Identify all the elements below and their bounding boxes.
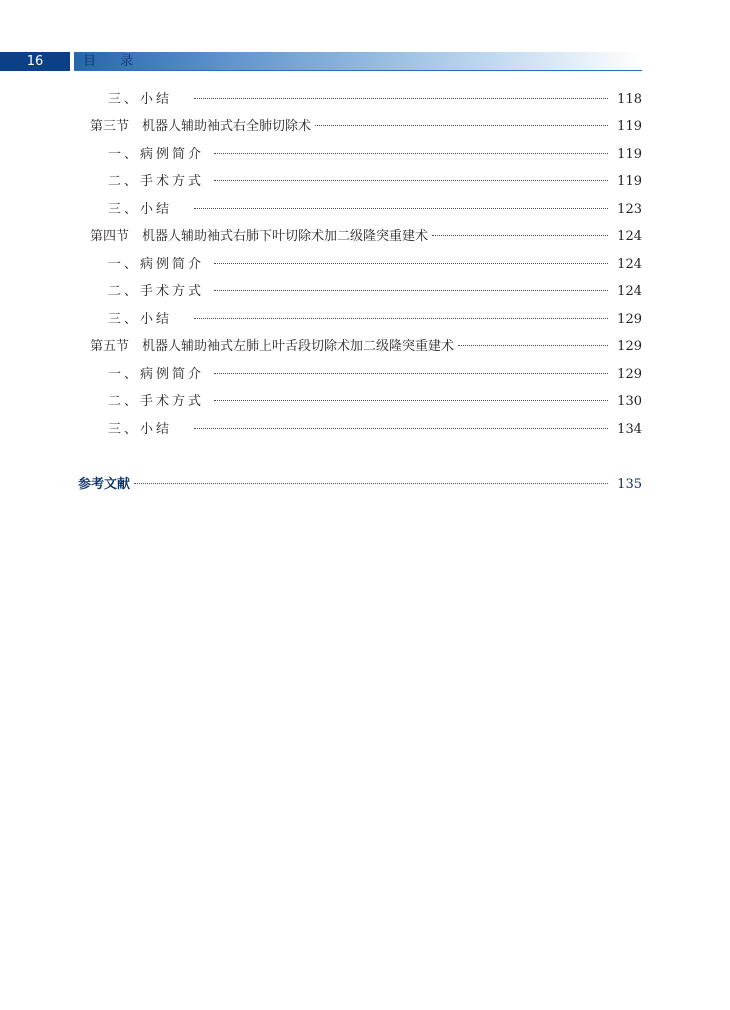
page-number: 16 <box>0 52 70 71</box>
toc-item-page: 119 <box>617 174 642 189</box>
toc-section-page: 124 <box>617 229 642 244</box>
toc-item-page: 124 <box>617 257 642 272</box>
toc-item-label: 一、病例简介 <box>108 367 205 382</box>
toc-item-label: 一、病例简介 <box>108 257 205 272</box>
dot-leader <box>214 290 608 291</box>
toc-item-page: 134 <box>617 422 642 437</box>
toc-item-label: 二、手术方式 <box>108 284 205 299</box>
toc-item-page: 129 <box>617 312 642 327</box>
chapter-title: 目录 <box>83 54 158 69</box>
toc-references[interactable] <box>78 475 642 495</box>
toc-item[interactable] <box>108 200 642 220</box>
toc-item-page: 130 <box>617 394 642 409</box>
toc-item[interactable] <box>108 365 642 385</box>
dot-leader <box>458 345 608 346</box>
toc-item-label: 二、手术方式 <box>108 394 205 409</box>
toc-item-label: 一、病例简介 <box>108 147 205 162</box>
toc-item[interactable] <box>108 172 642 192</box>
toc-item-label: 三、小结 <box>108 422 173 437</box>
toc-item-page: 119 <box>617 147 642 162</box>
toc-section-label: 第五节 机器人辅助袖式左肺上叶舌段切除术加二级隆突重建术 <box>90 339 455 354</box>
toc-section[interactable] <box>90 117 642 137</box>
dot-leader <box>194 318 608 319</box>
dot-leader <box>315 125 608 126</box>
toc-item-label: 二、手术方式 <box>108 174 205 189</box>
toc-item[interactable] <box>108 255 642 275</box>
toc-section-page: 119 <box>617 119 642 134</box>
dot-leader <box>194 428 608 429</box>
toc-item-label: 三、小结 <box>108 92 173 107</box>
toc-item-page: 129 <box>617 367 642 382</box>
dot-leader <box>214 180 608 181</box>
toc-item[interactable] <box>108 310 642 330</box>
dot-leader <box>214 153 608 154</box>
toc-item[interactable] <box>108 145 642 165</box>
dot-leader <box>194 98 608 99</box>
toc-section[interactable] <box>90 337 642 357</box>
dot-leader <box>134 483 608 484</box>
toc-item[interactable] <box>108 392 642 412</box>
toc-section-page: 129 <box>617 339 642 354</box>
references-page: 135 <box>617 477 642 492</box>
toc-item-page: 123 <box>617 202 642 217</box>
toc-item-label: 三、小结 <box>108 202 173 217</box>
toc-item-page: 118 <box>617 92 642 107</box>
dot-leader <box>214 373 608 374</box>
toc-item-label: 三、小结 <box>108 312 173 327</box>
dot-leader <box>214 263 608 264</box>
toc-item-page: 124 <box>617 284 642 299</box>
toc-item[interactable] <box>108 282 642 302</box>
toc-section-label: 第四节 机器人辅助袖式右肺下叶切除术加二级隆突重建术 <box>90 229 429 244</box>
toc-item[interactable] <box>108 420 642 440</box>
toc-section-label: 第三节 机器人辅助袖式右全肺切除术 <box>90 119 312 134</box>
toc-item[interactable] <box>108 90 642 110</box>
toc-section[interactable] <box>90 227 642 247</box>
dot-leader <box>214 400 608 401</box>
header-separator <box>70 52 74 71</box>
dot-leader <box>432 235 608 236</box>
dot-leader <box>194 208 608 209</box>
references-label: 参考文献 <box>78 477 131 492</box>
